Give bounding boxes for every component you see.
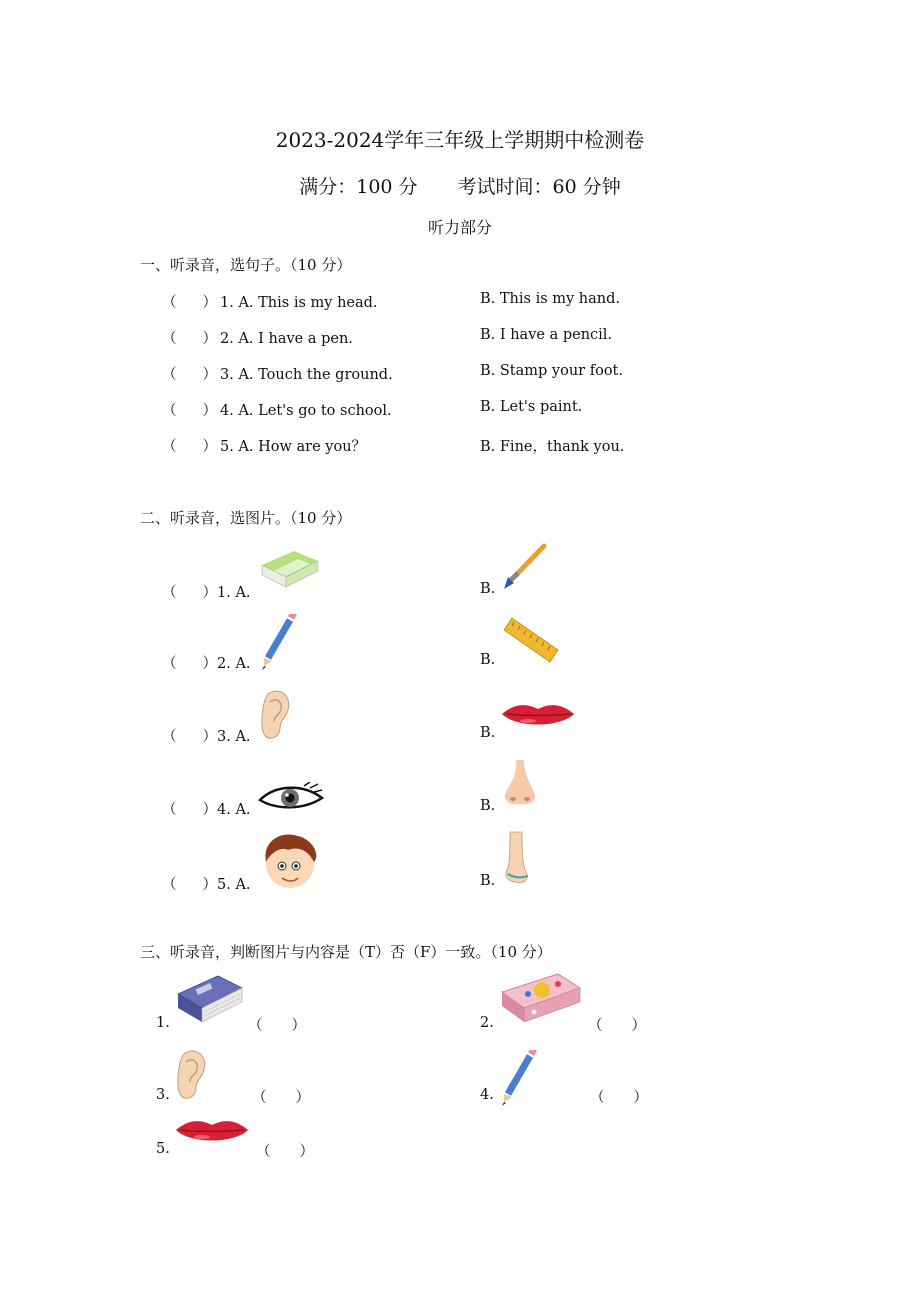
answer-blank[interactable]: （ ） bbox=[162, 439, 217, 455]
item-number: 2. bbox=[480, 1015, 494, 1031]
item-number: 5. bbox=[156, 1141, 170, 1157]
pencil-icon[interactable] bbox=[258, 614, 298, 670]
answer-blank[interactable]: （ ） bbox=[162, 295, 217, 311]
eye-icon[interactable] bbox=[258, 782, 324, 814]
question-number: 1. A. bbox=[220, 295, 254, 311]
question-row bbox=[162, 581, 251, 602]
option-a: How are you？ bbox=[258, 439, 367, 455]
answer-blank[interactable]: （ bbox=[162, 585, 177, 601]
question-row bbox=[162, 291, 378, 312]
option-b: B. Let's paint. bbox=[480, 399, 583, 415]
option-b: B. Fine，thank you. bbox=[480, 439, 625, 455]
option-a: Let's go to school. bbox=[258, 403, 392, 419]
ruler-icon[interactable] bbox=[500, 614, 560, 664]
question-number: ）1. A. bbox=[202, 585, 251, 601]
part-title: 听力部分 bbox=[427, 218, 492, 237]
item-number: 3. bbox=[156, 1087, 170, 1103]
answer-blank[interactable]: （ bbox=[162, 802, 177, 818]
question-number: ）3. A. bbox=[202, 729, 251, 745]
full-score: 满分：100 分 bbox=[299, 176, 418, 198]
option-b-label: B. bbox=[480, 581, 496, 597]
answer-blank[interactable]: （ ） bbox=[162, 403, 217, 419]
answer-blank[interactable]: （ bbox=[162, 729, 177, 745]
question-row bbox=[162, 327, 353, 348]
option-b: B. I have a pencil. bbox=[480, 327, 613, 343]
item-number: 4. bbox=[480, 1087, 494, 1103]
answer-blank[interactable]: （ ） bbox=[588, 1018, 646, 1034]
answer-blank[interactable]: （ ） bbox=[248, 1018, 306, 1034]
question-number: 2. A. bbox=[220, 331, 254, 347]
mouth-icon[interactable] bbox=[174, 1116, 250, 1146]
question-row bbox=[162, 435, 366, 456]
foot-icon[interactable] bbox=[500, 830, 534, 886]
pencil-box-icon[interactable] bbox=[498, 972, 582, 1028]
option-a: I have a pen. bbox=[258, 331, 353, 347]
option-a: Touch the ground. bbox=[258, 367, 393, 383]
option-b-label: B. bbox=[480, 873, 496, 889]
question-row bbox=[162, 798, 251, 819]
question-row bbox=[162, 725, 251, 746]
question-row bbox=[162, 399, 392, 420]
section3-heading: 三、听录音，判断图片与内容是（T）否（F）一致。（10 分） bbox=[140, 943, 552, 961]
question-number: 4. A. bbox=[220, 403, 254, 419]
option-a: This is my head. bbox=[258, 295, 378, 311]
option-b-label: B. bbox=[480, 798, 496, 814]
option-b: B. Stamp your foot. bbox=[480, 363, 623, 379]
mouth-icon[interactable] bbox=[500, 700, 576, 730]
question-number: ）4. A. bbox=[202, 802, 251, 818]
answer-blank[interactable]: （ bbox=[162, 656, 177, 672]
answer-blank[interactable]: （ ） bbox=[162, 367, 217, 383]
answer-blank[interactable]: （ ） bbox=[256, 1144, 314, 1160]
answer-blank[interactable]: （ bbox=[162, 877, 177, 893]
page-title: 2023-2024学年三年级上学期期中检测卷 bbox=[275, 128, 645, 152]
question-row bbox=[162, 363, 393, 384]
exam-info bbox=[0, 172, 920, 199]
pencil-icon[interactable] bbox=[498, 1050, 538, 1106]
question-row bbox=[162, 652, 251, 673]
eraser-icon[interactable] bbox=[258, 545, 322, 589]
face-icon[interactable] bbox=[258, 832, 322, 890]
option-b-label: B. bbox=[480, 652, 496, 668]
nose-icon[interactable] bbox=[500, 758, 540, 808]
ear-icon[interactable] bbox=[258, 688, 292, 742]
ear-icon[interactable] bbox=[174, 1048, 208, 1102]
option-b: B. This is my hand. bbox=[480, 291, 621, 307]
book-icon[interactable] bbox=[174, 972, 244, 1028]
question-number: ）2. A. bbox=[202, 656, 251, 672]
exam-time: 考试时间：60 分钟 bbox=[457, 176, 621, 198]
question-number: ）5. A. bbox=[202, 877, 251, 893]
question-row bbox=[162, 873, 251, 894]
option-b-label: B. bbox=[480, 725, 496, 741]
section1-heading: 一、听录音，选句子。（10 分） bbox=[140, 256, 352, 274]
item-number: 1. bbox=[156, 1015, 170, 1031]
question-number: 3. A. bbox=[220, 367, 254, 383]
answer-blank[interactable]: （ ） bbox=[252, 1090, 310, 1106]
paintbrush-icon[interactable] bbox=[500, 543, 548, 591]
question-number: 5. A. bbox=[220, 439, 254, 455]
answer-blank[interactable]: （ ） bbox=[162, 331, 217, 347]
answer-blank[interactable]: （ ） bbox=[590, 1090, 648, 1106]
section2-heading: 二、听录音，选图片。（10 分） bbox=[140, 509, 352, 527]
